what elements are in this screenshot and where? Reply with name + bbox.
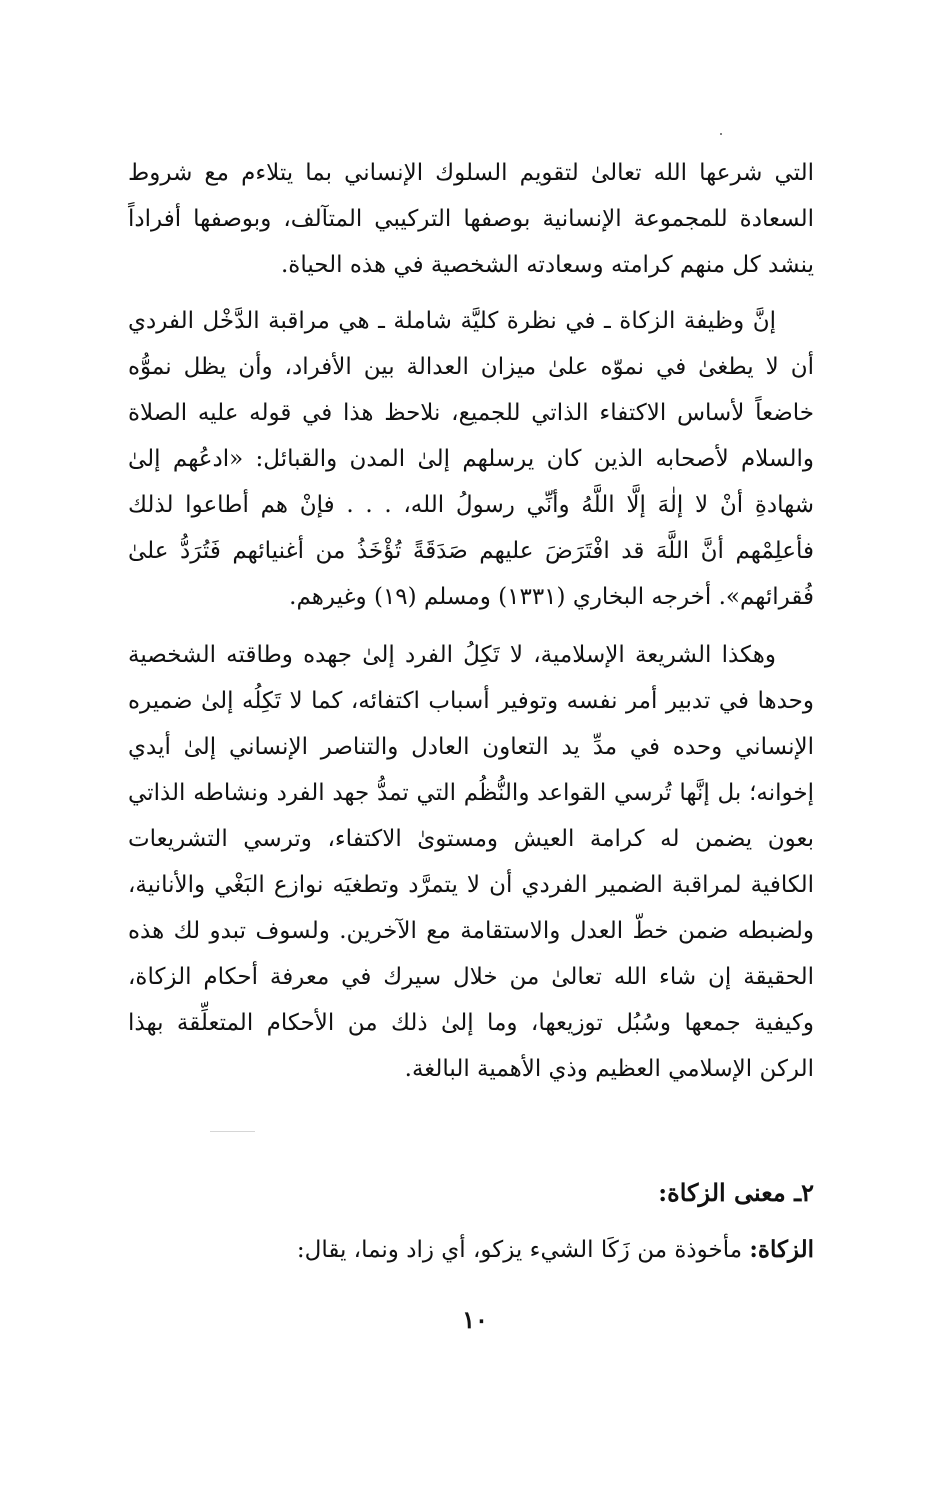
paragraph-zakat-function: إنَّ وظيفة الزكاة ـ في نظرة كليَّة شاملة ـ هي مراقبة الدَّخْل الفردي أن لا يطغىٰ في نموّه علىٰ ميزان العدالة بين الأفراد، وأن يظل نموُّه خاضعاً لأساس الاكتفاء الذاتي للجميع، نلاحظ هذا في قوله عليه الصلاة والسلام لأصحابه الذين كان يرسلهم إلىٰ المدن والقبائل: «ادعُهم إلىٰ شهادةِ أنْ لا إلٰهَ إلَّا اللَّهُ وأنِّي رسولُ الله، . . . فإنْ هم أطاعوا لذلك فأعلِمْهم أنَّ اللَّهَ قد افْتَرَضَ عليهم صَدَقَةً تُؤْخَذُ من أغنيائهم فَتُرَدُّ علىٰ فُقرائهم». أخرجه البخاري (١٣٣١) ومسلم (١٩) وغيرهم. <box>128 308 814 610</box>
paragraph-continuation: التي شرعها الله تعالىٰ لتقويم السلوك الإنساني بما يتلاءم مع شروط السعادة للمجموعة الإنسانية بوصفها التركيبي المتآلف، وبوصفها أفراداً ينشد كل منهم كرامته وسعادته الشخصية في هذه الحياة. <box>128 160 814 278</box>
scan-speck <box>720 133 722 135</box>
definition-term: الزكاة: <box>749 1236 814 1263</box>
divider-line <box>210 1131 255 1132</box>
page-body <box>128 150 814 1092</box>
definition-text: مأخوذة من زَكَا الشيء يزكو، أي زاد ونما، يقال: <box>296 1237 750 1263</box>
section-heading: ٢ـ معنى الزكاة: <box>658 1178 814 1207</box>
paragraph-islamic-law: وهكذا الشريعة الإسلامية، لا تَكِلُ الفرد إلىٰ جهده وطاقته الشخصية وحدها في تدبير أمر نفسه وتوفير أسباب اكتفائه، كما لا تَكِلُه إلىٰ ضميره الإنساني وحده في مدِّ يد التعاون العادل والتناصر الإنساني إلىٰ أيدي إخوانه؛ بل إنَّها تُرسي القواعد والنُّظُم التي تمدُّ جهد الفرد ونشاطه الذاتي بعون يضمن له كرامة العيش ومستوىٰ الاكتفاء، وترسي التشريعات الكافية لمراقبة الضمير الفردي أن لا يتمرَّد وتطغيَه نوازع البَغْي والأنانية، ولضبطه ضمن خطّ العدل والاستقامة مع الآخرين. ولسوف تبدو لك هذه الحقيقة إن شاء الله تعالىٰ من خلال سيرك في معرفة أحكام الزكاة، وكيفية جمعها وسُبُل توزيعها، وما إلىٰ ذلك من الأحكام المتعلِّقة بهذا الركن الإسلامي العظيم وذي الأهمية البالغة. <box>128 642 814 1082</box>
definition-paragraph <box>128 1228 814 1272</box>
page-number: ١٠ <box>462 1305 488 1334</box>
